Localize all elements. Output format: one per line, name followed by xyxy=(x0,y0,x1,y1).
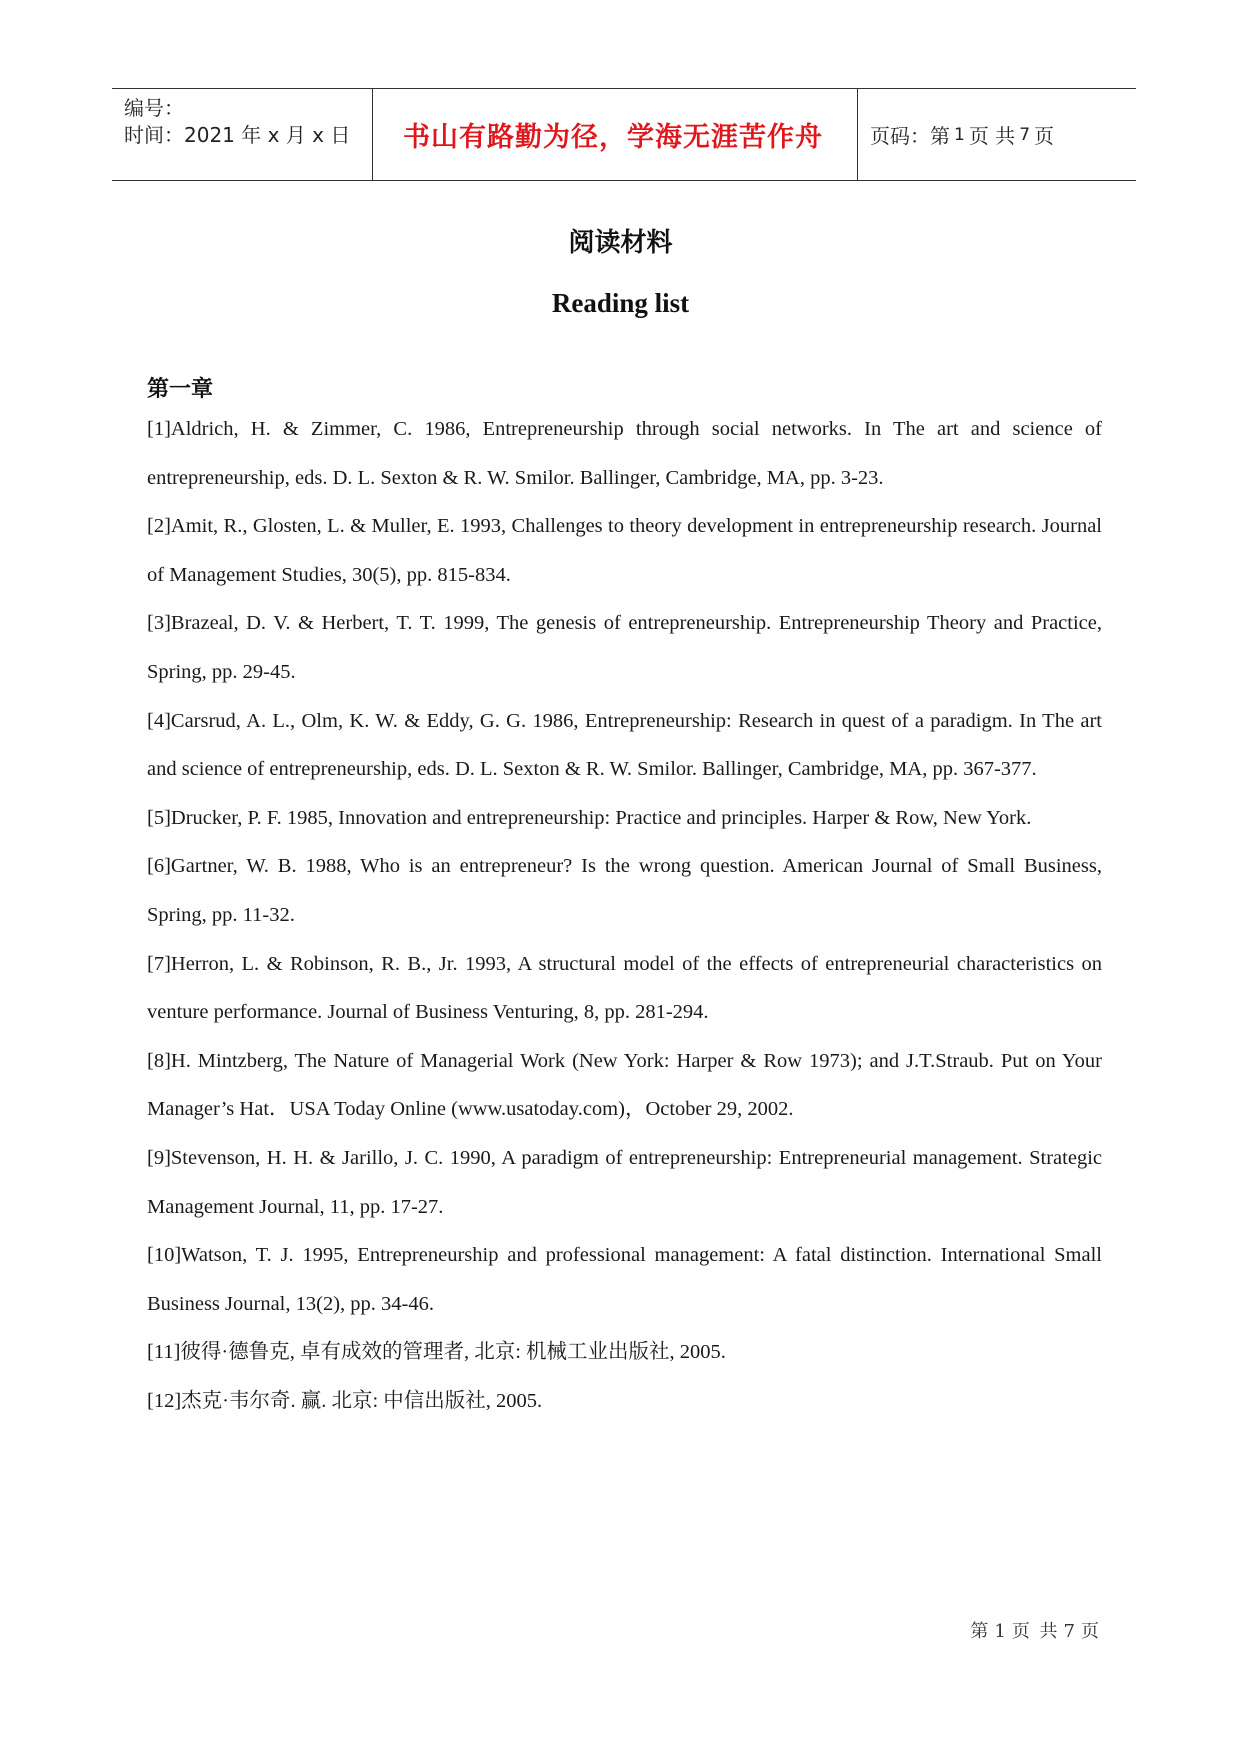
page-title-chinese: 阅读材料 xyxy=(568,228,673,258)
header-page-cell xyxy=(858,89,1136,180)
header-info-cell xyxy=(112,89,373,180)
page-header-table xyxy=(112,88,1136,181)
reference-item: [3]Brazeal, D. V. & Herbert, T. T. 1999, The genesis of entrepreneurship. Entrepreneurship Theory and Practice, Spring, pp. 29-45. xyxy=(147,612,1102,683)
reference-item: [5]Drucker, P. F. 1985, Innovation and entrepreneurship: Practice and principles. Harper & Row, New York. xyxy=(147,806,1032,829)
footer-current-page: 1 xyxy=(994,1621,1006,1642)
page-label-prefix: 页码：第 xyxy=(870,124,950,148)
page-footer xyxy=(967,1617,1102,1643)
reference-item: [12]杰克·韦尔奇. 赢. 北京: 中信出版社, 2005. xyxy=(147,1389,543,1412)
header-motto-cell xyxy=(373,89,858,180)
reference-item: [7]Herron, L. & Robinson, R. B., Jr. 1993, A structural model of the effects of entrepreneurial characteristics on venture performance. Journal of Business Venturing, 8, pp. 281-294. xyxy=(147,952,1102,1024)
reference-list xyxy=(147,405,1102,1425)
page-label-suffix: 页 xyxy=(1034,124,1055,148)
footer-prefix: 第 xyxy=(970,1621,989,1642)
motto-text: 书山有路勤为径，学海无涯苦作舟 xyxy=(403,122,823,153)
reference-item: [8]H. Mintzberg, The Nature of Managerial Work (New York: Harper & Row 1973); and J.T.Straub. Put on Your Manager’s Hat．USA Today Online (www.usatoday.com)，October 29, 2002. xyxy=(147,1049,1102,1121)
chapter-heading: 第一章 xyxy=(147,377,214,402)
footer-total-pages: 7 xyxy=(1063,1621,1075,1642)
reference-item: [2]Amit, R., Glosten, L. & Muller, E. 1993, Challenges to theory development in entrepreneurship research. Journal of Management Studies, 30(5), pp. 815-834. xyxy=(147,515,1102,586)
reference-item: [1]Aldrich, H. & Zimmer, C. 1986, Entrepreneurship through social networks. In The art and science of entrepreneurship, eds. D. L. Sexton & R. W. Smilor. Ballinger, Cambridge, MA, pp. 3-23. xyxy=(147,418,1102,489)
page-current-number: 1 xyxy=(954,124,965,145)
document-number-label: 编号： xyxy=(124,96,184,120)
document-date-label: 时间：2021 年 x 月 x 日 xyxy=(124,123,351,147)
reference-item: [9]Stevenson, H. H. & Jarillo, J. C. 1990, A paradigm of entrepreneurship: Entrepreneurial management. Strategic Management Journal, 11, pp. 17-27. xyxy=(147,1146,1102,1218)
footer-mid: 页 共 xyxy=(1011,1621,1058,1642)
reference-item: [6]Gartner, W. B. 1988, Who is an entrepreneur? Is the wrong question. American Journal of Small Business, Spring, pp. 11-32. xyxy=(147,855,1102,926)
reference-item: [4]Carsrud, A. L., Olm, K. W. & Eddy, G. G. 1986, Entrepreneurship: Research in quest of a paradigm. In The art and science of entrepreneurship, eds. D. L. Sexton & R. W. Smilor. Ballinger, Cambridge, MA, pp. 367-377. xyxy=(147,709,1102,781)
page-total-number: 7 xyxy=(1019,124,1031,145)
page-title-english: Reading list xyxy=(551,288,690,318)
page-label-mid: 页 共 xyxy=(968,124,1016,148)
footer-suffix: 页 xyxy=(1081,1621,1099,1642)
reference-item: [10]Watson, T. J. 1995, Entrepreneurship and professional management: A fatal distinction. International Small Business Journal, 13(2), pp. 34-46. xyxy=(147,1244,1102,1315)
reference-item: [11]彼得·德鲁克, 卓有成效的管理者, 北京: 机械工业出版社, 2005. xyxy=(147,1341,726,1364)
